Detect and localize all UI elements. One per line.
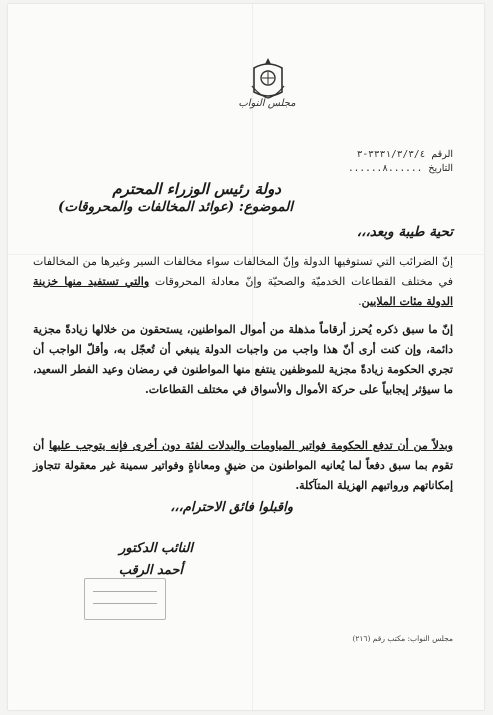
closing-line: واقبلوا فائق الاحترام،،، [170,500,293,515]
reference-number-value: ٣٣٣١/٣/٣/٤-٣ [356,149,426,160]
reference-block [348,148,453,176]
paragraph-salary-increase: إنّ ما سبق ذكره يُحرز أرقاماً مذهلة من أموال المواطنين، يستحقون من خلالها زيادةً مجزية دائمة، وإن كنت أرى أنّ هذا واجب من واجبات الدولة ينبغي أن تُعجّل به، وأقلّ الواجب أن تجري الحكومة زيادةً مجزية للموظفين ينتفع منها المواطنون في رمضان وعيد الفطر السعيد، ما سيؤثر إيجابياً على حركة الأموال والأسواق في مختلف القطاعات. [33,323,453,396]
paragraph-1-text: إنّ الضرائب التي تستوفيها الدولة وإنّ المخالفات سواء مخالفات السير وغيرها من المخالفات في مختلف القطاعات الخدميّة والصحيّة وإنّ معادلة المحروقات [33,255,453,288]
paragraph-1-underlined: والتي تستفيد منها خزينة الدولة مئات الملايين [33,275,453,308]
reference-date-value: ......٨...... [347,163,423,174]
reference-number-label: الرقم [431,149,453,160]
paragraph-1-end: . [358,295,362,308]
paragraph-allowances [33,436,453,496]
paragraph-taxes-fines [33,252,453,312]
reference-date-label: التاريخ [428,163,453,174]
signatory-name: أحمد الرقب [118,563,183,578]
greeting-line: تحية طيبة وبعد،،، [356,224,453,240]
council-name: مجلس النواب [238,98,296,109]
stamp-line [93,591,157,592]
office-footer: مجلس النواب: مكتب رقم (٢١٦) [352,634,453,643]
coat-of-arms-emblem [248,56,288,100]
recipient-line: دولة رئيس الوزراء المحترم [112,180,281,198]
paragraph-3-text: أن تقوم بما سبق دفعاً لما يُعانيه المواطنون من ضيقٍ ومعاناةٍ وفواتير سمينة غير معقولة تتجاوز إمكاناتهم ورواتبهم الهزيلة المتآكلة. [33,439,453,492]
paragraph-3-underlined: وبدلاً من أن تدفع الحكومة فواتير المياومات والبدلات لفئة دون أخرى فإنه يتوجب عليها [48,439,453,452]
official-stamp [84,578,166,620]
signatory-title: النائب الدكتور [119,541,193,556]
stamp-line [93,603,157,604]
subject-line: الموضوع: (عوائد المخالفات والمحروقات) [57,199,293,215]
